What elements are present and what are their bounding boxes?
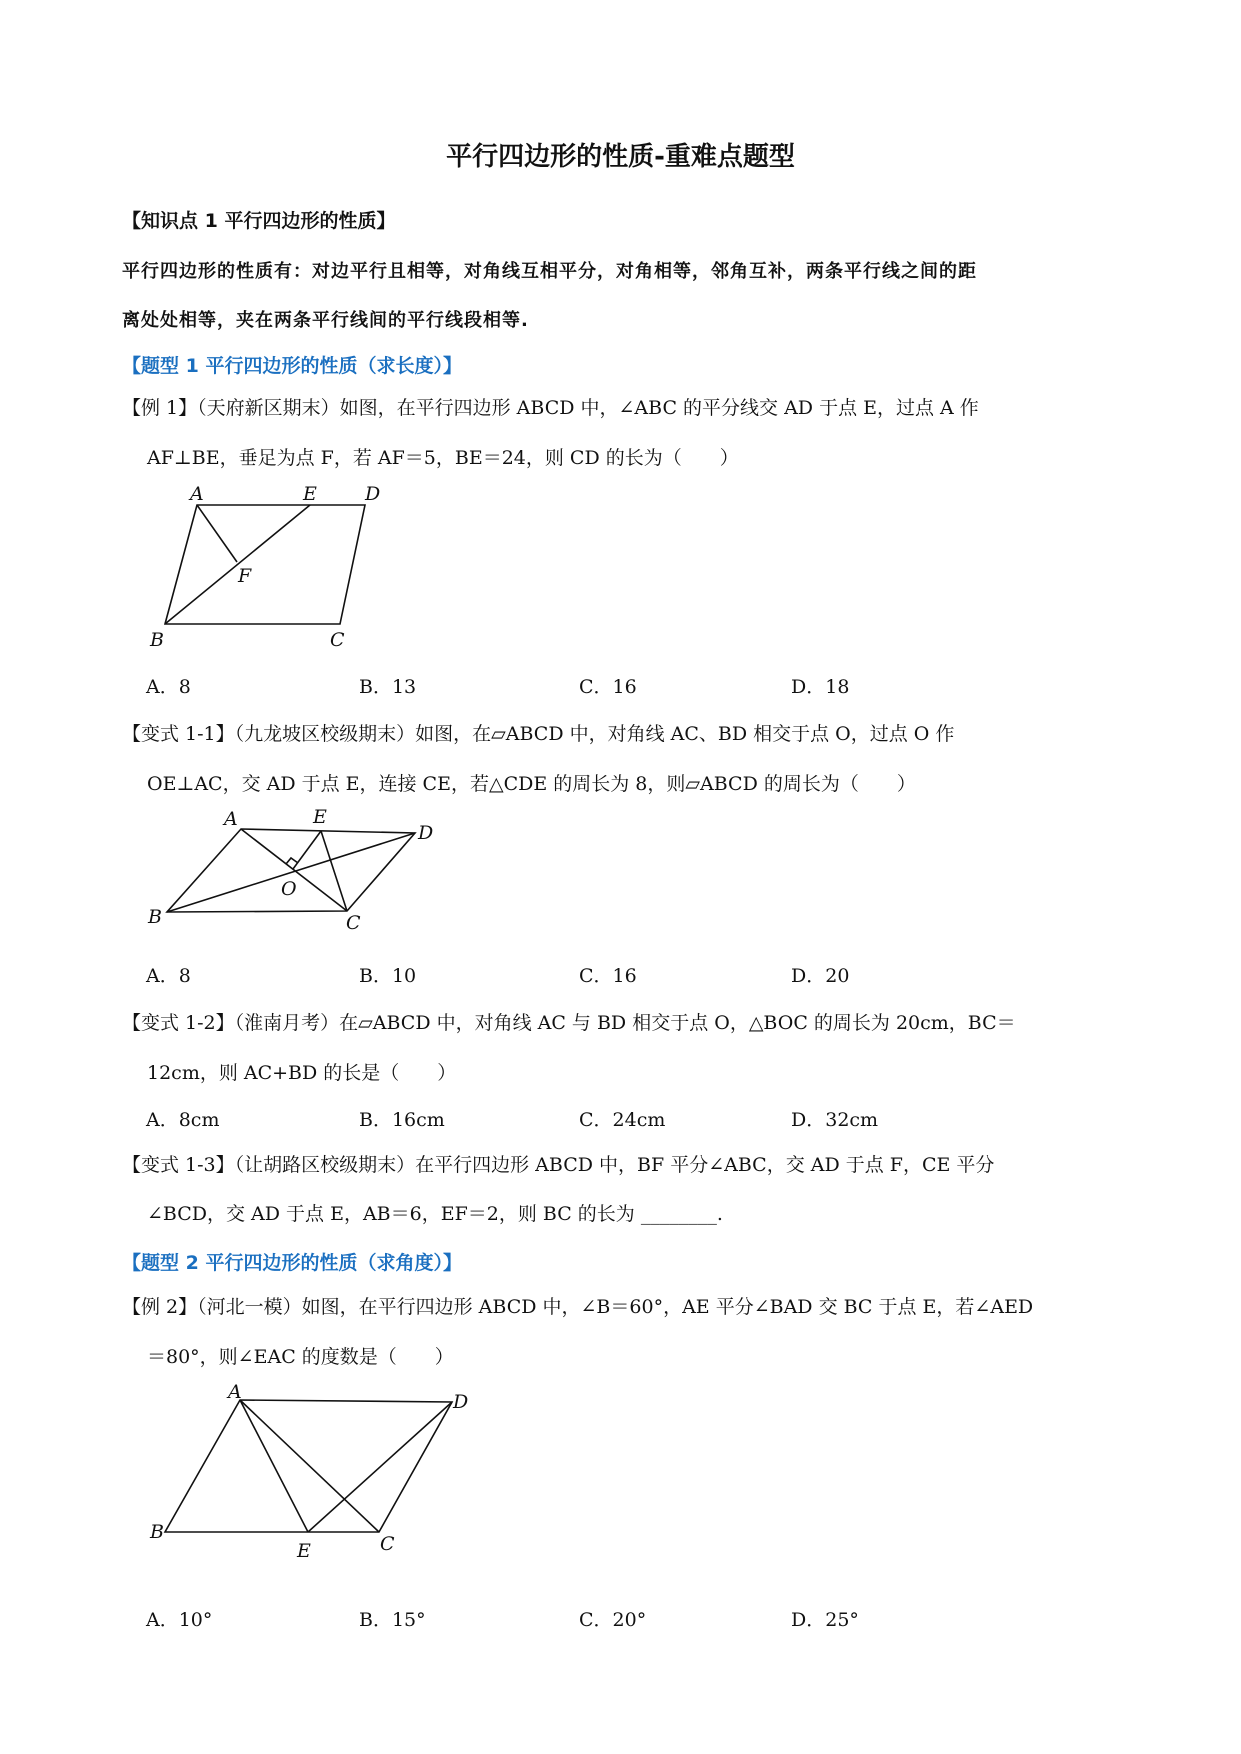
option-d: D．18: [791, 676, 850, 698]
page-title: 平行四边形的性质-重难点题型: [446, 142, 795, 172]
variant11-line1: 【变式 1-1】（九龙坡区校级期末）如图，在▱ABCD 中，对角线 AC、BD 相交于点 O，过点 O 作: [122, 723, 955, 745]
section-heading-1: 【题型 1 平行四边形的性质（求长度）】: [122, 355, 462, 377]
section-heading-2: 【题型 2 平行四边形的性质（求角度）】: [122, 1252, 462, 1274]
parallelogram-abcd: [165, 505, 365, 624]
option-b: B．16cm: [359, 1109, 445, 1131]
label-e: E: [313, 806, 327, 828]
label-b: B: [150, 1521, 164, 1543]
label-a: A: [224, 808, 238, 830]
segment-ce: [321, 831, 347, 911]
example1-line2: AF⊥BE，垂足为点 F，若 AF＝5，BE＝24，则 CD 的长为（ ）: [147, 447, 739, 469]
label-o: O: [281, 878, 297, 900]
option-d: D．32cm: [791, 1109, 879, 1131]
option-c: C．20°: [579, 1609, 647, 1631]
example2-line1: 【例 2】（河北一模）如图，在平行四边形 ABCD 中，∠B＝60°，AE 平分∠BAD 交 BC 于点 E，若∠AED: [122, 1296, 1034, 1318]
variant12-line2: 12cm，则 AC+BD 的长是（ ）: [147, 1062, 457, 1084]
variant12-line1: 【变式 1-2】（淮南月考）在▱ABCD 中，对角线 AC 与 BD 相交于点 O，△BOC 的周长为 20cm，BC＝: [122, 1012, 1016, 1034]
label-d: D: [365, 483, 381, 505]
option-d: D．20: [791, 965, 850, 987]
segment-ac: [240, 1400, 379, 1532]
option-c: C．16: [579, 965, 637, 987]
option-b: B．13: [359, 676, 417, 698]
right-angle-mark: [286, 858, 298, 864]
option-a: A．8: [146, 965, 191, 987]
knowledge-point-heading: 【知识点 1 平行四边形的性质】: [122, 210, 396, 232]
label-a: A: [190, 483, 204, 505]
label-b: B: [148, 906, 162, 928]
segment-ae: [240, 1400, 308, 1532]
label-d: D: [418, 822, 434, 844]
label-f: F: [238, 565, 252, 587]
example1-line1: 【例 1】（天府新区期末）如图，在平行四边形 ABCD 中，∠ABC 的平分线交 AD 于点 E，过点 A 作: [122, 397, 979, 419]
option-c: C．24cm: [579, 1109, 666, 1131]
segment-ed: [308, 1402, 452, 1532]
variant13-line1: 【变式 1-3】（让胡路区校级期末）在平行四边形 ABCD 中，BF 平分∠ABC，交 AD 于点 F，CE 平分: [122, 1154, 995, 1176]
example1-figure: [140, 480, 400, 650]
option-c: C．16: [579, 676, 637, 698]
segment-af: [197, 505, 237, 562]
example2-figure: [140, 1380, 480, 1565]
label-e: E: [303, 483, 317, 505]
option-d: D．25°: [791, 1609, 859, 1631]
label-e: E: [297, 1540, 311, 1562]
label-c: C: [330, 629, 345, 650]
option-a: A．8cm: [146, 1109, 220, 1131]
option-a: A．10°: [146, 1609, 213, 1631]
option-b: B．10: [359, 965, 417, 987]
option-b: B．15°: [359, 1609, 426, 1631]
variant11-figure: [140, 805, 450, 940]
label-c: C: [380, 1533, 395, 1555]
option-a: A．8: [146, 676, 191, 698]
variant11-line2: OE⊥AC，交 AD 于点 E，连接 CE，若△CDE 的周长为 8，则▱ABCD 的周长为（ ）: [147, 773, 916, 795]
knowledge-point-text-line1: 平行四边形的性质有：对边平行且相等，对角线互相平分，对角相等，邻角互补，两条平行线之间的距: [122, 261, 977, 282]
label-d: D: [453, 1391, 469, 1413]
variant13-line2: ∠BCD，交 AD 于点 E，AB＝6，EF＝2，则 BC 的长为 ________.: [147, 1203, 723, 1225]
example2-line2: ＝80°，则∠EAC 的度数是（ ）: [147, 1346, 454, 1368]
label-c: C: [346, 912, 361, 934]
label-a: A: [228, 1381, 242, 1403]
label-b: B: [150, 629, 164, 650]
diagonal-bd: [167, 833, 415, 912]
knowledge-point-text-line2: 离处处相等，夹在两条平行线间的平行线段相等.: [122, 310, 529, 331]
